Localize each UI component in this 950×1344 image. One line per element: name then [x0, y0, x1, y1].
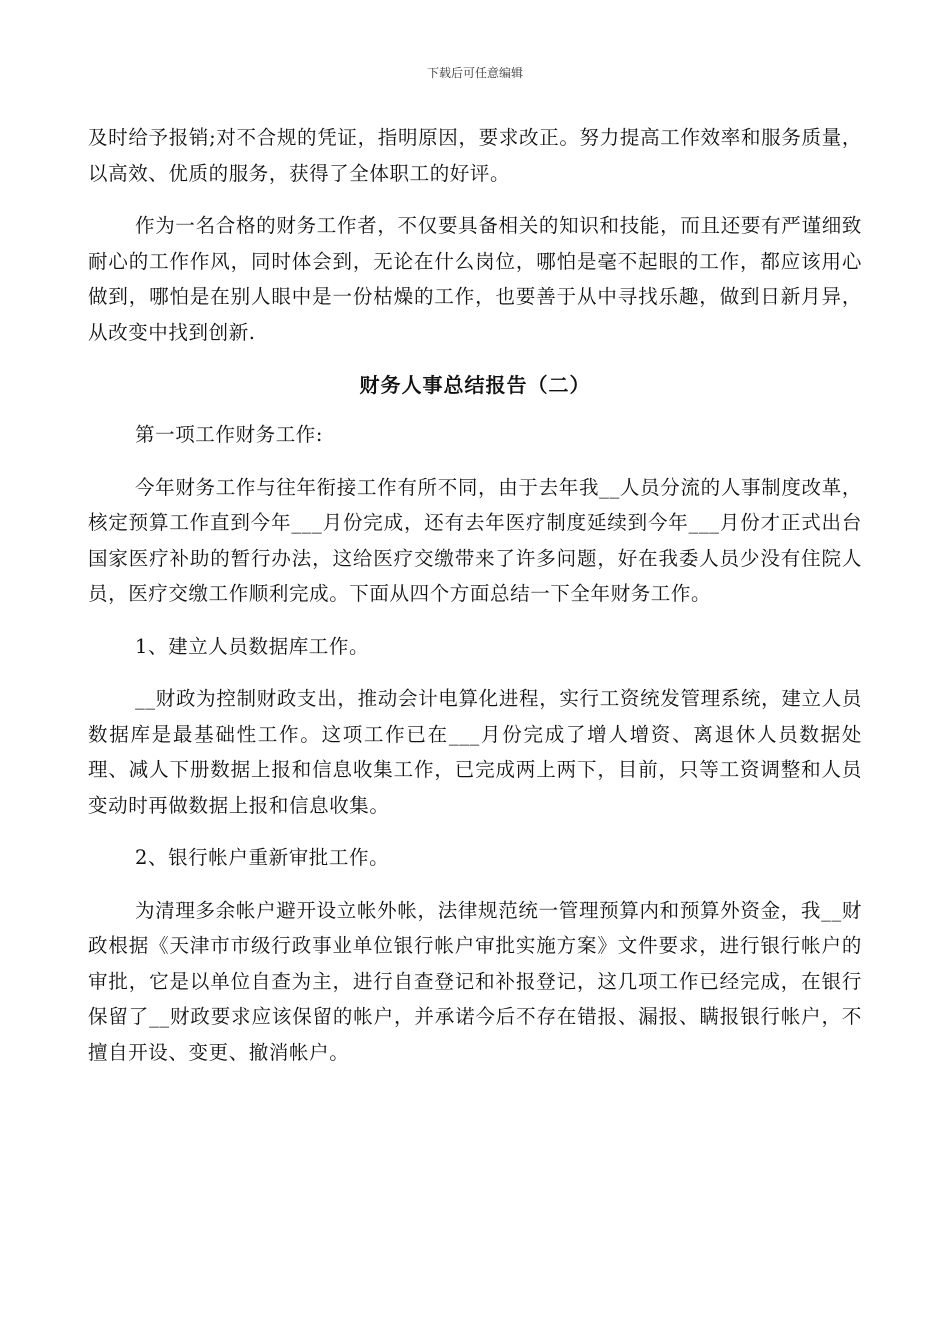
paragraph: 今年财务工作与往年衔接工作有所不同，由于去年我__人员分流的人事制度改革，核定预算工作直到今年___月份完成，还有去年医疗制度延续到今年___月份才正式出台国家医疗补助的暂行办法，这给医疗交缴带来了许多问题，好在我委人员少没有住院人员，医疗交缴工作顺利完成。下面从四个方面总结一下全年财务工作。 — [88, 475, 862, 605]
paragraph: 及时给予报销;对不合规的凭证，指明原因，要求改正。努力提高工作效率和服务质量，以高效、优质的服务，获得了全体职工的好评。 — [88, 126, 862, 185]
paragraph: 作为一名合格的财务工作者，不仅要具备相关的知识和技能，而且还要有严谨细致耐心的工作作风，同时体会到，无论在什么岗位，哪怕是毫不起眼的工作，都应该用心做到，哪怕是在别人眼中是一份枯燥的工作，也要善于从中寻找乐趣，做到日新月异，从改变中找到创新. — [88, 214, 862, 344]
document-body — [88, 120, 862, 1087]
list-heading: 2、银行帐户重新审批工作。 — [135, 846, 390, 869]
page-header: 下载后可任意编辑 — [426, 66, 523, 80]
paragraph: __财政为控制财政支出，推动会计电算化进程，实行工资统发管理系统，建立人员数据库是最基础性工作。这项工作已在___月份完成了增人增资、离退休人员数据处理、减人下册数据上报和信息收集工作，已完成两上两下，目前，只等工资调整和人员变动时再做数据上报和信息收集。 — [88, 687, 862, 817]
list-heading: 1、建立人员数据库工作。 — [135, 634, 370, 658]
paragraph: 第一项工作财务工作: — [135, 423, 324, 446]
paragraph: 为清理多余帐户避开设立帐外帐，法律规范统一管理预算内和预算外资金，我__财政根据《天津市市级行政事业单位银行帐户审批实施方案》文件要求，进行银行帐户的审批，它是以单位自查为主，进行自查登记和补报登记，这几项工作已经完成，在银行保留了__财政要求应该保留的帐户，并承诺今后不存在错报、漏报、瞒报银行帐户，不擅自开设、变更、撤消帐户。 — [88, 898, 862, 1064]
section-title: 财务人事总结报告（二） — [359, 373, 591, 397]
